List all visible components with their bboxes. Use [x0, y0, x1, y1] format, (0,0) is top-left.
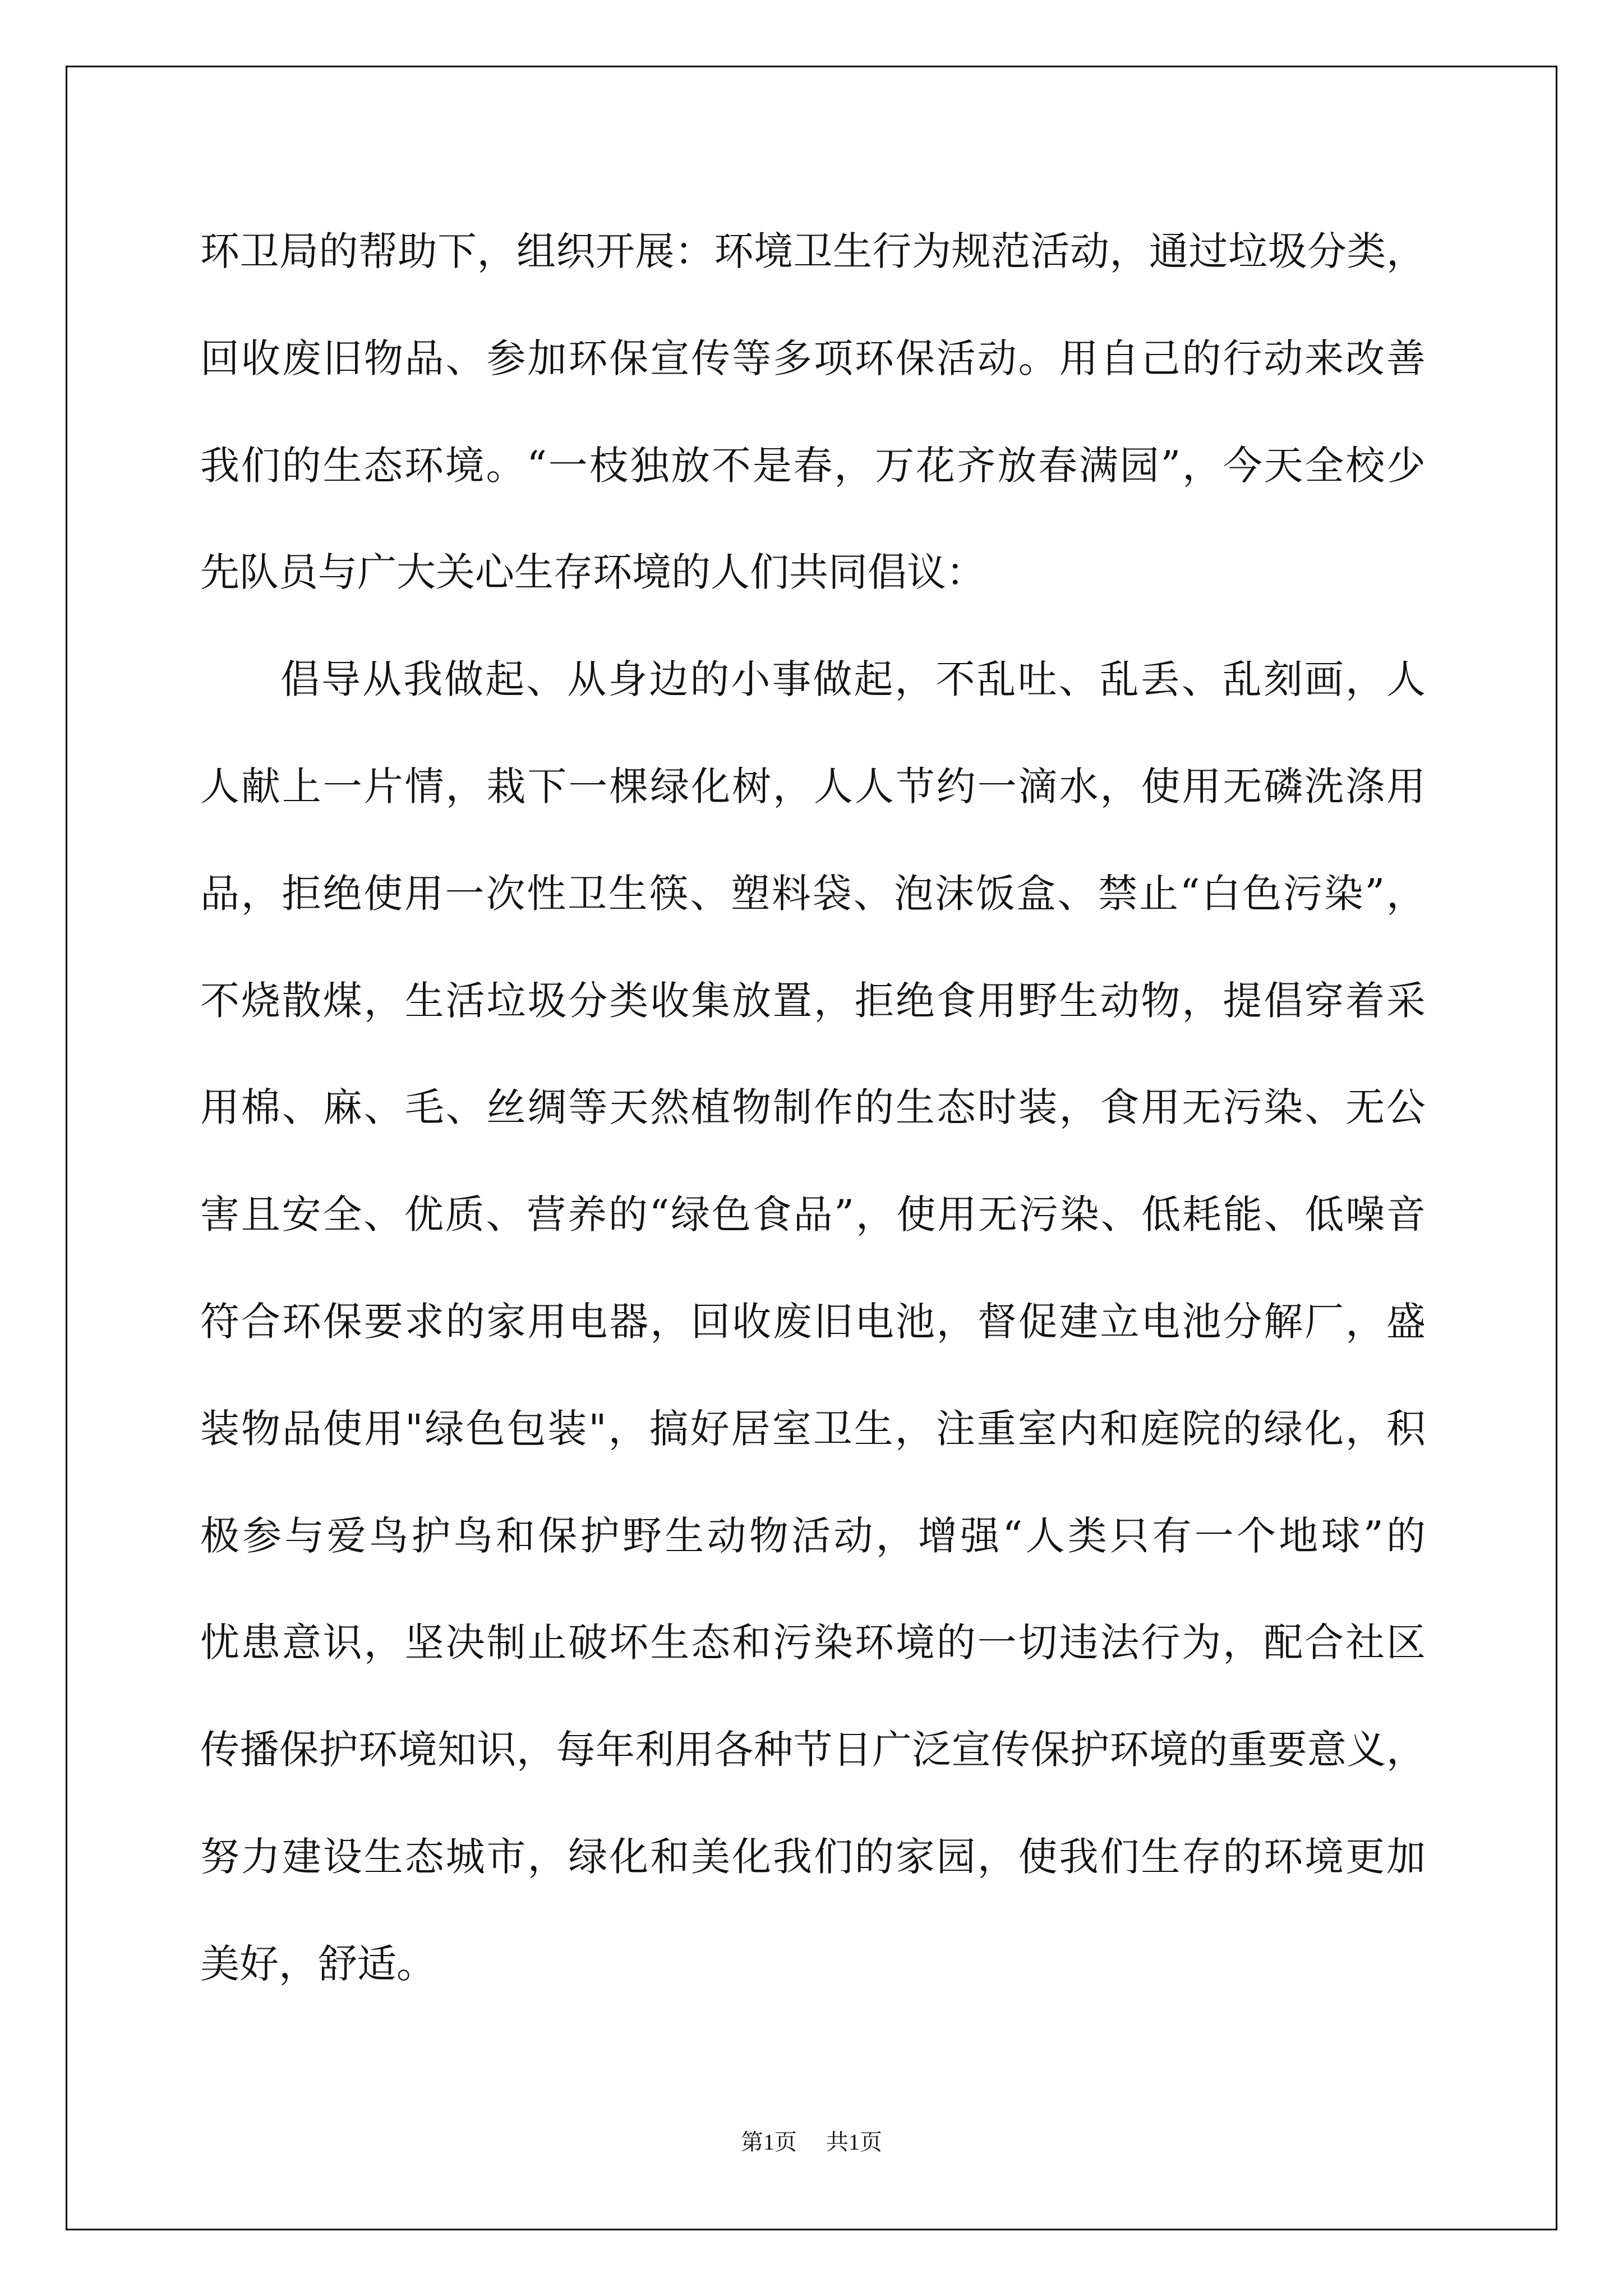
text-line: 不烧散煤，生活垃圾分类收集放置，拒绝食用野生动物，提倡穿着采 [200, 977, 1426, 1024]
text-line: 我们的生态环境。“一枝独放不是春，万花齐放春满园”，今天全校少 [200, 442, 1426, 489]
text-line: 传播保护环境知识，每年利用各种节日广泛宣传保护环境的重要意义， [200, 1727, 1426, 1773]
text-line: 倡导从我做起、从身边的小事做起，不乱吐、乱丢、乱刻画，人 [280, 656, 1426, 703]
text-line: 品，拒绝使用一次性卫生筷、塑料袋、泡沫饭盒、禁止“白色污染”， [200, 870, 1426, 917]
text-line: 努力建设生态城市，绿化和美化我们的家园，使我们生存的环境更加 [200, 1833, 1426, 1880]
text-line: 忧患意识，坚决制止破坏生态和污染环境的一切违法行为，配合社区 [200, 1619, 1426, 1666]
page-footer [0, 2125, 1623, 2159]
page-total: 共1页 [826, 2129, 882, 2155]
document-body [200, 198, 1426, 2018]
text-line: 用棉、麻、毛、丝绸等天然植物制作的生态时装，食用无污染、无公 [200, 1084, 1426, 1131]
text-line: 美好，舒适。 [200, 1940, 436, 1987]
text-line: 先队员与广大关心生存环境的人们共同倡议： [200, 549, 985, 596]
text-line: 装物品使用"绿色包装"，搞好居室卫生，注重室内和庭院的绿化，积 [200, 1405, 1426, 1452]
text-line: 极参与爱鸟护鸟和保护野生动物活动，增强“人类只有一个地球”的 [200, 1512, 1426, 1559]
page-number: 第1页 [741, 2129, 797, 2155]
text-line: 回收废旧物品、参加环保宣传等多项环保活动。用自己的行动来改善 [200, 335, 1426, 381]
paragraph-1 [200, 198, 1426, 626]
text-line: 人献上一片情，栽下一棵绿化树，人人节约一滴水，使用无磷洗涤用 [200, 763, 1426, 809]
text-line: 环卫局的帮助下，组织开展：环境卫生行为规范活动，通过垃圾分类， [200, 228, 1426, 274]
text-line: 害且安全、优质、营养的“绿色食品”，使用无污染、低耗能、低噪音 [200, 1191, 1426, 1238]
paragraph-2 [200, 626, 1426, 2017]
text-line: 符合环保要求的家用电器，回收废旧电池，督促建立电池分解厂，盛 [200, 1298, 1426, 1345]
